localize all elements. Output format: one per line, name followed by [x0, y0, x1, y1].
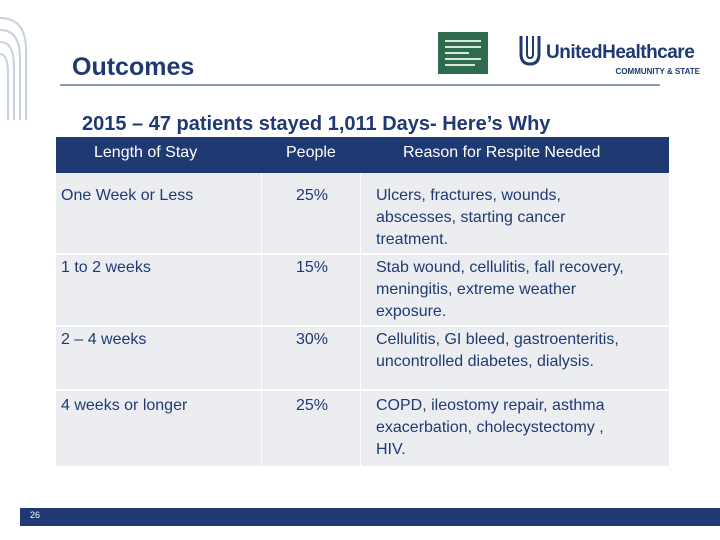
outcomes-table	[56, 173, 669, 466]
reason-line: uncontrolled diabetes, dialysis.	[376, 353, 594, 370]
reason-line: COPD, ileostomy repair, asthma	[376, 397, 605, 414]
row-2-people: 15%	[296, 259, 329, 276]
page-number: 26	[30, 510, 41, 520]
row-4-reason	[376, 395, 605, 461]
reason-line: Cellulitis, GI bleed, gastroenteritis,	[376, 331, 619, 348]
reason-line: treatment.	[376, 231, 449, 248]
reason-line: abscesses, starting cancer	[376, 209, 566, 226]
title-divider	[60, 84, 660, 86]
row-4-people: 25%	[296, 397, 329, 414]
uhc-wordmark: UnitedHealthcare	[546, 42, 695, 63]
reason-line: HIV.	[376, 441, 406, 458]
reason-line: Stab wound, cellulitis, fall recovery,	[376, 259, 624, 276]
header-people: People	[286, 144, 336, 161]
column-divider	[360, 173, 361, 466]
column-divider	[261, 173, 262, 466]
reason-line: Ulcers, fractures, wounds,	[376, 187, 561, 204]
row-divider	[56, 389, 669, 391]
row-1-length: One Week or Less	[61, 187, 194, 204]
footer-bar	[20, 508, 720, 526]
table-header	[56, 137, 669, 173]
row-2-length: 1 to 2 weeks	[61, 259, 151, 276]
row-3-people: 30%	[296, 331, 329, 348]
uhc-subline: COMMUNITY & STATE	[615, 67, 700, 76]
reason-line: exacerbation, cholecystectomy ,	[376, 419, 604, 436]
row-2-reason	[376, 257, 624, 323]
row-1-people: 25%	[296, 187, 329, 204]
slide-title: Outcomes	[72, 53, 195, 81]
row-3-length: 2 – 4 weeks	[61, 331, 147, 348]
row-3-reason	[376, 329, 619, 373]
reason-line: meningitis, extreme weather	[376, 281, 577, 298]
row-1-reason	[376, 185, 565, 251]
uhc-mark-icon	[518, 34, 542, 68]
decorative-corner-lines	[0, 0, 60, 120]
slide-subtitle: 2015 – 47 patients stayed 1,011 Days- Here’s Why	[82, 113, 551, 135]
header-length-of-stay: Length of Stay	[94, 144, 198, 161]
unitedhealthcare-logo	[518, 32, 700, 80]
header-reason: Reason for Respite Needed	[403, 144, 601, 161]
ncc-logo	[438, 32, 488, 74]
reason-line: exposure.	[376, 303, 447, 320]
row-divider	[56, 253, 669, 255]
row-divider	[56, 325, 669, 327]
row-4-length: 4 weeks or longer	[61, 397, 188, 414]
